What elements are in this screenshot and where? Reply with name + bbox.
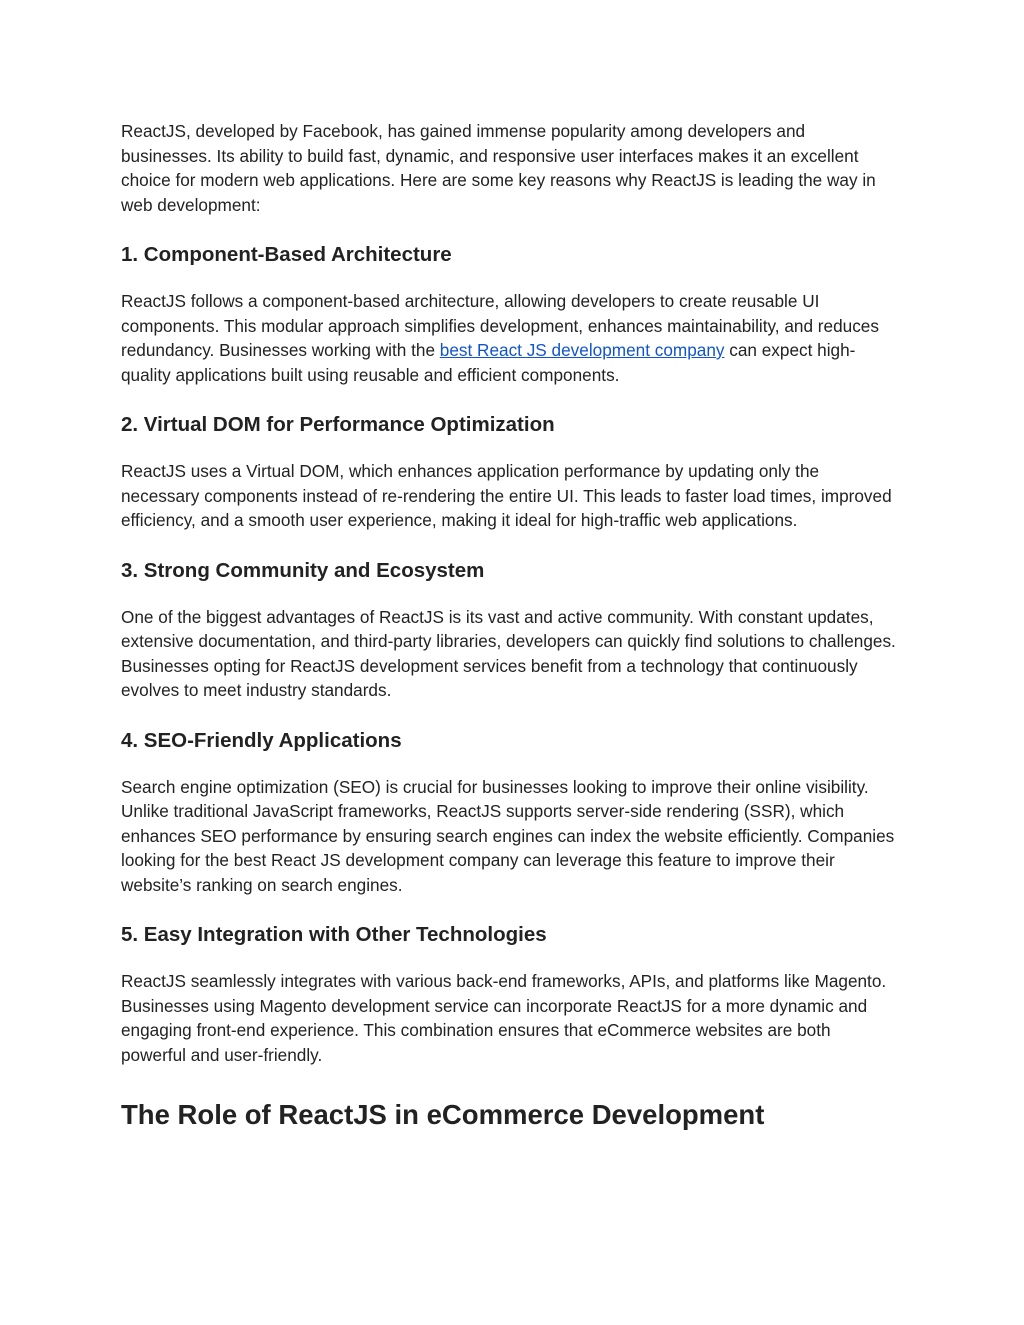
section-5-heading: 5. Easy Integration with Other Technologies bbox=[121, 923, 547, 946]
ecommerce-role-heading: The Role of ReactJS in eCommerce Development bbox=[121, 1099, 765, 1130]
section-3-heading: 3. Strong Community and Ecosystem bbox=[121, 558, 485, 582]
best-react-js-company-link[interactable]: best React JS development company bbox=[439, 340, 725, 360]
section-1-paragraph bbox=[121, 289, 899, 387]
intro-paragraph: ReactJS, developed by Facebook, has gained immense popularity among developers and businesses. Its ability to build fast, dynamic, and responsive user interfaces makes it an excellent choice for modern web applications. Here are some key reasons why ReactJS is leading the way in web development: bbox=[121, 121, 876, 215]
section-1-heading: 1. Component-Based Architecture bbox=[121, 243, 452, 266]
document-page bbox=[121, 119, 899, 1132]
section-2-heading: 2. Virtual DOM for Performance Optimization bbox=[121, 413, 555, 436]
section-5-paragraph: ReactJS seamlessly integrates with various back-end frameworks, APIs, and platforms like Magento. Businesses using Magento development service can incorporate ReactJS for a more dynamic and engaging front-end experience. This combination ensures that eCommerce websites are both powerful and user-friendly. bbox=[121, 971, 887, 1065]
section-3-paragraph: One of the biggest advantages of ReactJS is its vast and active community. With constant updates, extensive documentation, and third-party libraries, developers can quickly find solutions to challenges. Businesses opting for ReactJS development services benefit from a technology that continuously evolves to meet industry standards. bbox=[121, 606, 896, 700]
section-4-heading: 4. SEO-Friendly Applications bbox=[121, 728, 402, 752]
section-4-paragraph: Search engine optimization (SEO) is crucial for businesses looking to improve their online visibility. Unlike traditional JavaScript frameworks, ReactJS supports server-side rendering (SSR), which enhances SEO performance by ensuring search engines can index the website efficiently. Companies looking for the best React JS development company can leverage this feature to improve their website’s ranking on search engines. bbox=[121, 776, 895, 895]
section-1-text-after-link: can expect high-quality applications built using reusable and efficient components. bbox=[121, 340, 856, 385]
section-2-paragraph: ReactJS uses a Virtual DOM, which enhances application performance by updating only the necessary components instead of re-rendering the entire UI. This leads to faster load times, improved efficiency, and a smooth user experience, making it ideal for high-traffic web applications. bbox=[121, 461, 892, 530]
section-1-text-before-link: ReactJS follows a component-based architecture, allowing developers to create reusable UI components. This modular approach simplifies development, enhances maintainability, and reduces redundancy. Businesses working with the bbox=[121, 291, 879, 360]
